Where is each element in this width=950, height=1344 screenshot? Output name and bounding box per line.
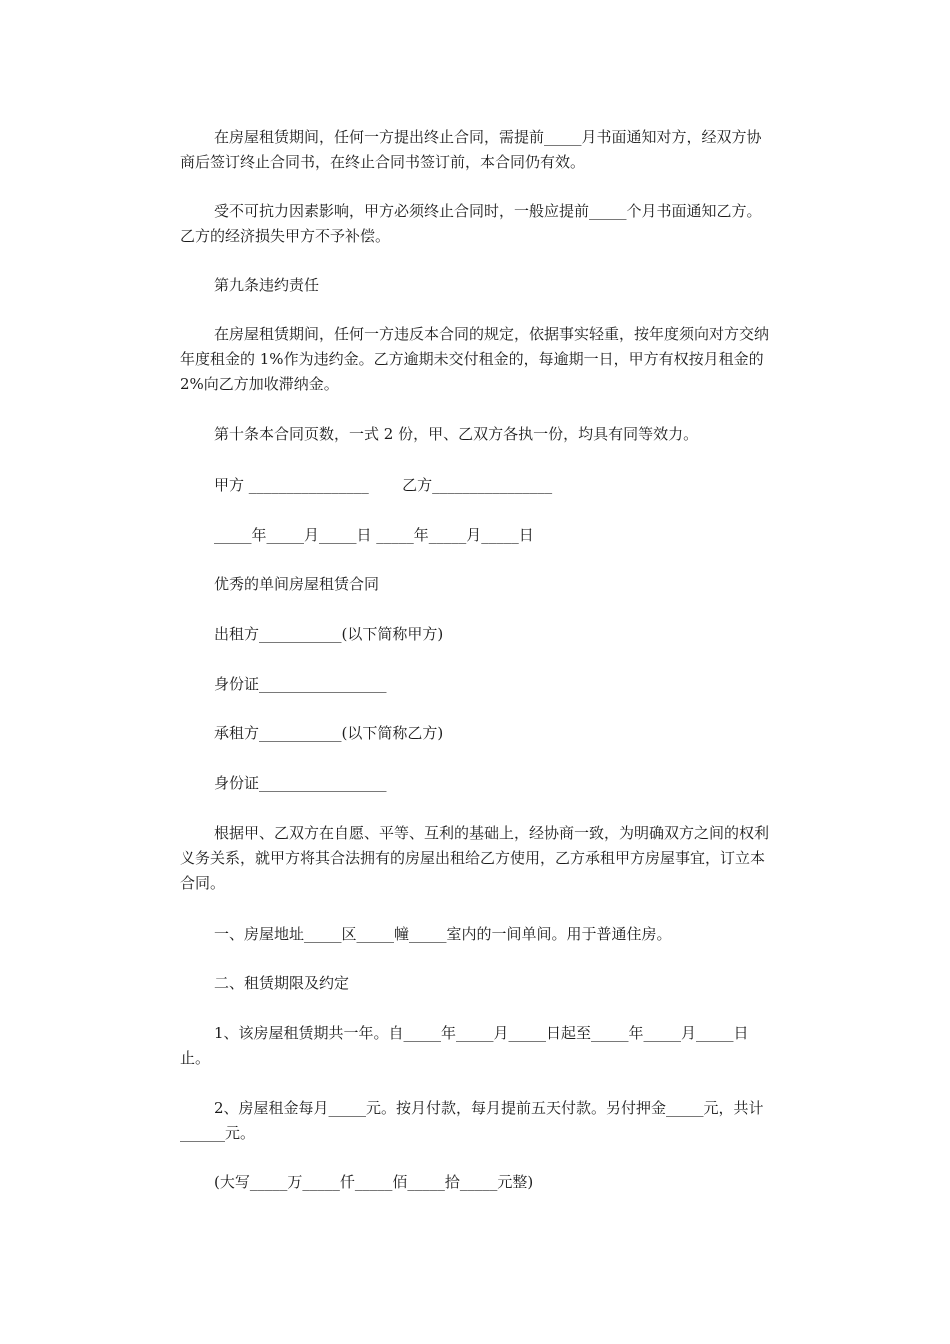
paragraph-termination-notice: 在房屋租赁期间，任何一方提出终止合同，需提前_____月书面通知对方，经双方协商后签订终止合同书，在终止合同书签订前，本合同仍有效。 bbox=[180, 128, 762, 171]
clause-lease-period: 1、该房屋租赁期共一年。自_____年_____月_____日起至_____年_____月_____日止。 bbox=[180, 1024, 749, 1067]
paragraph-force-majeure: 受不可抗力因素影响，甲方必须终止合同时，一般应提前_____个月书面通知乙方。乙方的经济损失甲方不予补偿。 bbox=[180, 202, 762, 245]
lessee-id-field: 身份证_________________ bbox=[214, 774, 387, 792]
contract-title: 优秀的单间房屋租赁合同 bbox=[214, 575, 380, 593]
heading-article-nine: 第九条违约责任 bbox=[214, 276, 320, 294]
clause-rent: 2、房屋租金每月_____元。按月付款，每月提前五天付款。另付押金_____元，共计______元。 bbox=[180, 1099, 764, 1142]
paragraph-preamble: 根据甲、乙双方在自愿、平等、互利的基础上，经协商一致，为明确双方之间的权利义务关系，就甲方将其合法拥有的房屋出租给乙方使用，乙方承租甲方房屋事宜，订立本合同。 bbox=[180, 824, 770, 892]
clause-rent-capital: (大写_____万_____仟_____佰_____拾_____元整) bbox=[214, 1173, 534, 1191]
lessee-field: 承租方___________(以下简称乙方) bbox=[214, 724, 444, 742]
clause-lease-term-heading: 二、租赁期限及约定 bbox=[214, 974, 350, 992]
lessor-id-field: 身份证_________________ bbox=[214, 675, 387, 693]
paragraph-breach-liability: 在房屋租赁期间，任何一方违反本合同的规定，依据事实轻重，按年度须向对方交纳年度租金的 1%作为违约金。乙方逾期未交付租金的，每逾期一日，甲方有权按月租金的 2%向乙方加收滞纳金。 bbox=[180, 325, 770, 393]
paragraph-article-ten: 第十条本合同页数，一式 2 份，甲、乙双方各执一份，均具有同等效力。 bbox=[214, 425, 699, 443]
lessor-field: 出租方___________(以下简称甲方) bbox=[214, 625, 444, 643]
clause-address: 一、房屋地址_____区_____幢_____室内的一间单间。用于普通住房。 bbox=[214, 925, 672, 943]
signature-line-parties: 甲方 ________________ 乙方________________ bbox=[214, 476, 553, 494]
signature-date-line: _____年_____月_____日 _____年_____月_____日 bbox=[214, 526, 534, 544]
